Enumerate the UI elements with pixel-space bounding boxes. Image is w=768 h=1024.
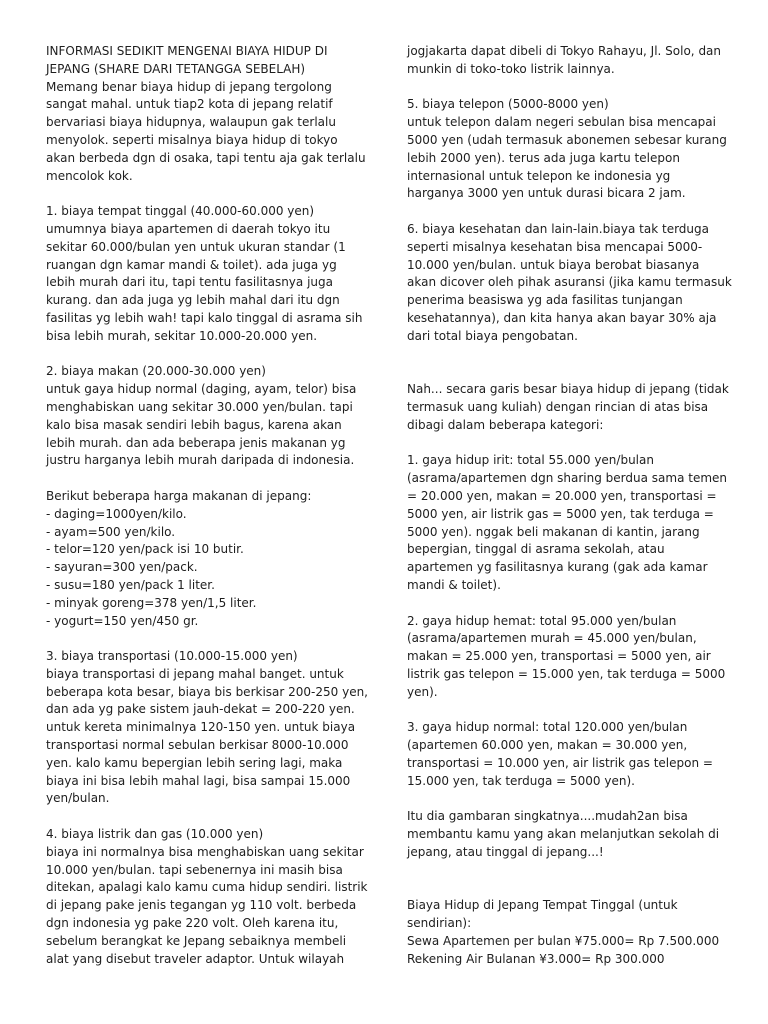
left-column-text-line: dgn indonesia yg pake 220 volt. Oleh karena itu, (46, 916, 339, 931)
left-column-text-line: alat yang disebut traveler adaptor. Untuk wilayah (46, 951, 345, 966)
right-column-text-line: = 20.000 yen, makan = 20.000 yen, transportasi = (407, 488, 717, 503)
left-column-text-line: yen/bulan. (46, 791, 110, 806)
left-column-text-line: bervariasi biaya hidupnya, walaupun gak terlalu (46, 115, 336, 130)
right-column-text-line: listrik gas telepon = 15.000 yen, tak terduga = 5000 (407, 666, 726, 681)
right-column-text-line: membantu kamu yang akan melanjutkan sekolah di (407, 827, 720, 842)
right-column-text-line: bepergian, tinggal di asrama sekolah, atau (407, 542, 665, 557)
left-column-text-line: di jepang pake jenis tegangan yg 110 volt. berbeda (46, 898, 357, 913)
left-column-text-line: mencolok kok. (46, 168, 133, 183)
left-column-text-line: kalo bisa masak sendiri lebih bagus, karena akan (46, 417, 342, 432)
right-column-text-line: Biaya Hidup di Jepang Tempat Tinggal (untuk (407, 898, 678, 913)
left-column-text-line: 3. biaya transportasi (10.000-15.000 yen) (46, 649, 298, 664)
left-column-text-line: - yogurt=150 yen/450 gr. (46, 613, 199, 628)
left-column-text-line: 1. biaya tempat tinggal (40.000-60.000 yen) (46, 204, 315, 219)
right-column-text-line: seperti misalnya kesehatan bisa mencapai 5000- (407, 239, 703, 254)
right-column-text-line (407, 363, 727, 381)
right-column-text-line: dari total biaya pengobatan. (407, 328, 578, 343)
right-column-text-line: sendirian): (407, 916, 472, 931)
left-column-text-line: 2. biaya makan (20.000-30.000 yen) (46, 364, 266, 379)
left-column-text-line: lebih murah. dan ada beberapa jenis makanan yg (46, 435, 346, 450)
left-column-text-line: sebelum berangkat ke Jepang sebaiknya membeli (46, 933, 347, 948)
left-column-text-line: - minyak goreng=378 yen/1,5 liter. (46, 595, 257, 610)
right-column-text-line: 6. biaya kesehatan dan lain-lain.biaya tak terduga (407, 221, 710, 236)
right-column-text-line: jepang, atau tinggal di jepang...! (407, 844, 604, 859)
right-column-text-line: 2. gaya hidup hemat: total 95.000 yen/bulan (407, 613, 677, 628)
left-column-text-line: fasilitas yg lebih wah! tapi kalo tinggal di asrama sih (46, 310, 363, 325)
right-column-text-line: 1. gaya hidup irit: total 55.000 yen/bulan (407, 453, 654, 468)
left-column-text-line: menghabiskan uang sekitar 30.000 yen/bulan. tapi (46, 399, 353, 414)
title-line-1: INFORMASI SEDIKIT MENGENAI BIAYA HIDUP DI (46, 44, 328, 58)
right-column-text-line: Sewa Apartemen per bulan ¥75.000= Rp 7.500.000 (407, 933, 720, 948)
right-column-text-line: makan = 25.000 yen, transportasi = 5000 yen, air (407, 649, 711, 664)
left-column-text-line: umumnya biaya apartemen di daerah tokyo itu (46, 221, 331, 236)
left-column-text-line: Memang benar biaya hidup di jepang tergolong (46, 79, 332, 94)
right-column-text-line: mandi & toilet). (407, 577, 501, 592)
left-column-text-line (46, 470, 382, 488)
left-column-text-line: justru harganya lebih murah daripada di indonesia. (46, 453, 355, 468)
left-column-text-line: ditekan, apalagi kalo kamu cuma hidup sendiri. listrik (46, 880, 368, 895)
left-column-text-line: - telor=120 yen/pack isi 10 butir. (46, 542, 244, 557)
left-column-text-line: sekitar 60.000/bulan yen untuk ukuran standar (1 (46, 239, 346, 254)
right-column-text-line: akan dicover oleh pihak asuransi (jika kamu termasuk (407, 275, 732, 290)
right-column-text-line: 5000 yen). nggak beli makanan di kantin, jarang (407, 524, 700, 539)
right-column-text-line: Nah... secara garis besar biaya hidup di jepang (tidak (407, 382, 729, 397)
right-column-text-line (407, 879, 727, 897)
left-column-text-line: kurang. dan ada juga yg lebih mahal dari itu dgn (46, 293, 340, 308)
left-column-text-line (46, 808, 382, 826)
right-column-text-line: apartemen yg fasilitasnya kurang (gak ada kamar (407, 560, 708, 575)
right-column-text-line: (asrama/apartemen murah = 45.000 yen/bulan, (407, 631, 697, 646)
left-column-text-line: 4. biaya listrik dan gas (10.000 yen) (46, 827, 264, 842)
title-line-2: JEPANG (SHARE DARI TETANGGA SEBELAH) (46, 61, 306, 76)
right-column-text-line: 5. biaya telepon (5000-8000 yen) (407, 97, 609, 112)
right-column (407, 43, 732, 968)
left-column-text-line (46, 346, 382, 364)
right-column-text-line (407, 862, 727, 880)
left-column-text-line: ruangan dgn kamar mandi & toilet). ada juga yg (46, 257, 337, 272)
right-column-text-line: lebih 2000 yen). terus ada juga kartu telepon (407, 150, 680, 165)
right-column-text-line (407, 346, 727, 364)
left-column-text-line: - ayam=500 yen/kilo. (46, 524, 176, 539)
right-column-text-line (407, 790, 727, 808)
right-column-text-line: Itu dia gambaran singkatnya....mudah2an bisa (407, 809, 688, 824)
right-column-text-line (407, 79, 727, 97)
left-column-text-line: yen. kalo kamu bepergian lebih sering lagi, maka (46, 755, 343, 770)
left-column-text-line: untuk gaya hidup normal (daging, ayam, telor) bisa (46, 382, 357, 397)
left-column-text-line: - daging=1000yen/kilo. (46, 506, 187, 521)
right-column-text-line: 5000 yen (udah termasuk abonemen sebesar kurang (407, 132, 727, 147)
left-column-text-line: akan berbeda dgn di osaka, tapi tentu aja gak terlalu (46, 150, 366, 165)
left-column-text-line: - susu=180 yen/pack 1 liter. (46, 577, 215, 592)
left-column-text-line: beberapa kota besar, biaya bis berkisar 200-250 yen, (46, 684, 368, 699)
right-column-text-line: 10.000 yen/bulan. untuk biaya berobat biasanya (407, 257, 700, 272)
right-column-text-line: dibagi dalam beberapa kategori: (407, 417, 604, 432)
right-column-text-line: yen). (407, 684, 438, 699)
right-column-text-line: untuk telepon dalam negeri sebulan bisa mencapai (407, 115, 716, 130)
left-column-text-line: untuk kereta minimalnya 120-150 yen. untuk biaya (46, 720, 356, 735)
right-column-text-line: jogjakarta dapat dibeli di Tokyo Rahayu, Jl. Solo, dan (407, 44, 722, 58)
right-column-text-line: 3. gaya hidup normal: total 120.000 yen/bulan (407, 720, 688, 735)
left-column-text-line: 10.000 yen/bulan. tapi sebenernya ini masih bisa (46, 862, 343, 877)
left-column-text-line: lebih murah dari itu, tapi tentu fasilitasnya juga (46, 275, 333, 290)
left-column-text-line: transportasi normal sebulan berkisar 8000-10.000 (46, 738, 349, 753)
left-column-text-line: Berikut beberapa harga makanan di jepang: (46, 488, 312, 503)
left-column-text-line: dan ada yg pake sistem jauh-dekat = 200-220 yen. (46, 702, 355, 717)
right-column-text-line: harganya 3000 yen untuk durasi bicara 2 jam. (407, 186, 686, 201)
left-column-text-line: bisa lebih murah, sekitar 10.000-20.000 yen. (46, 328, 318, 343)
right-column-text-line: termasuk uang kuliah) dengan rincian di atas bisa (407, 399, 709, 414)
right-column-text-line: penerima beasiswa yg ada fasilitas tunjangan (407, 293, 683, 308)
right-column-text-line: kesehatannya), dan kita hanya akan bayar 30% aja (407, 310, 717, 325)
right-column-text-line: 5000 yen, air listrik gas = 5000 yen, tak terduga = (407, 506, 714, 521)
left-column-text-line: biaya transportasi di jepang mahal banget. untuk (46, 666, 344, 681)
right-column-text-line (407, 435, 727, 453)
left-column-text-line: biaya ini normalnya bisa menghabiskan uang sekitar (46, 844, 364, 859)
right-column-text-line: 15.000 yen, tak terduga = 5000 yen). (407, 773, 635, 788)
right-column-text-line: transportasi = 10.000 yen, air listrik gas telepon = (407, 755, 713, 770)
left-column-text-line (46, 185, 382, 203)
left-column (46, 43, 382, 968)
left-column-text-line: sangat mahal. untuk tiap2 kota di jepang relatif (46, 97, 333, 112)
right-column-text-line (407, 595, 727, 613)
right-column-text-line (407, 701, 727, 719)
left-column-text-line: menyolok. seperti misalnya biaya hidup di tokyo (46, 132, 338, 147)
left-column-text-line: biaya ini bisa lebih mahal lagi, bisa sampai 15.000 (46, 773, 351, 788)
right-column-text-line: (asrama/apartemen dgn sharing berdua sama temen (407, 471, 728, 486)
left-column-text-line: - sayuran=300 yen/pack. (46, 560, 198, 575)
right-column-text-line: internasional untuk telepon ke indonesia yg (407, 168, 671, 183)
left-column-text-line (46, 630, 382, 648)
right-column-text-line: (apartemen 60.000 yen, makan = 30.000 yen, (407, 738, 688, 753)
right-column-text-line: Rekening Air Bulanan ¥3.000= Rp 300.000 (407, 951, 665, 966)
right-column-text-line: munkin di toko-toko listrik lainnya. (407, 61, 615, 76)
right-column-text-line (407, 203, 727, 221)
